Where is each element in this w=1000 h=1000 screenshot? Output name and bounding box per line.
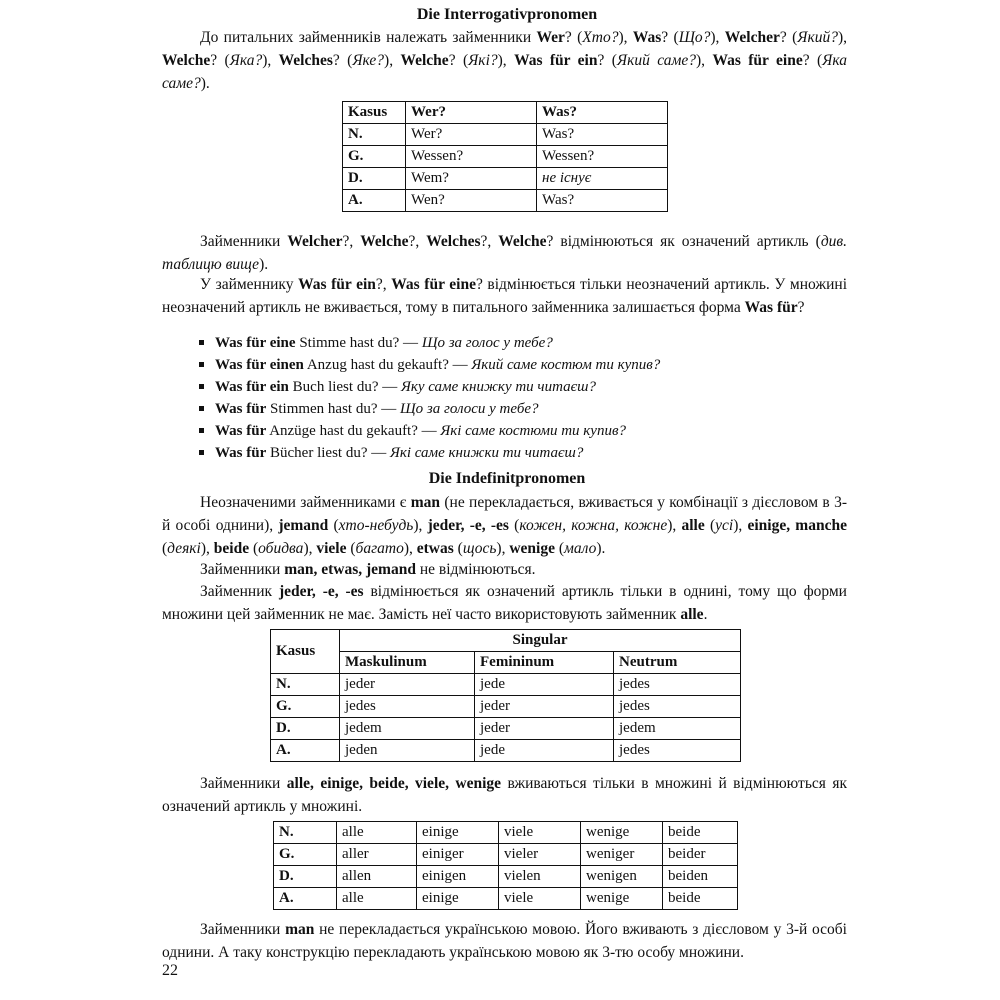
column-group-header: Singular: [340, 630, 741, 652]
paragraph-welcher: Займенники Welcher?, Welche?, Welches?, Welche? відмінюються як означений артикль (див. таблицю вище).: [162, 233, 848, 273]
paragraph-indefinit-intro: Неозначеними займенниками є man (не перекладається, вживається у комбінації з дієсловом в 3-й особі однини), jemand (хто-небудь), jeder, -e, -es (кожен, кожна, кожне), alle (усі), einige, manche (деякі), beide (обидва), viele (багато), etwas (щось), wenige (мало).: [162, 494, 847, 557]
list-item: Was für Stimmen hast du? — Що за голоси у тебе?: [197, 398, 837, 420]
table-cell: G.: [274, 844, 337, 866]
table-cell: jedem: [614, 718, 741, 740]
list-item: Was für Bücher liest du? — Які саме книжки ти читаєш?: [197, 442, 837, 464]
table-row: [271, 696, 741, 718]
table-cell: vielen: [499, 866, 581, 888]
table-row: [271, 674, 741, 696]
table-cell: jede: [475, 740, 614, 762]
table-cell: A.: [274, 888, 337, 910]
column-header: Kasus: [343, 102, 406, 124]
column-header: Maskulinum: [340, 652, 475, 674]
column-header: Femininum: [475, 652, 614, 674]
table-cell: Wen?: [406, 190, 537, 212]
column-header: Wer?: [406, 102, 537, 124]
table-cell: Wer?: [406, 124, 537, 146]
table-cell: N.: [274, 822, 337, 844]
table-plural: [273, 821, 738, 910]
table-cell: beiden: [663, 866, 738, 888]
table-cell: Wessen?: [406, 146, 537, 168]
table-cell: einige: [417, 888, 499, 910]
table-cell: jeder: [475, 696, 614, 718]
table-cell: vieler: [499, 844, 581, 866]
table-cell: Wem?: [406, 168, 537, 190]
table-row: [274, 888, 738, 910]
table-jeder: [270, 629, 741, 762]
section-heading-indefinit: Die Indefinitpronomen: [428, 470, 586, 487]
table-cell: D.: [274, 866, 337, 888]
table-cell: jedes: [614, 740, 741, 762]
table-cell: beide: [663, 888, 738, 910]
table-cell: aller: [337, 844, 417, 866]
table-cell: D.: [271, 718, 340, 740]
table-cell: D.: [343, 168, 406, 190]
paragraph-plural-only: Займенники alle, einige, beide, viele, wenige вживаються тільки в множині й відмінюються як означений артикль у множині.: [162, 775, 848, 815]
paragraph-not-declined: Займенники man, etwas, jemand не відмінюються.: [200, 561, 536, 578]
table-cell: Was?: [537, 190, 668, 212]
column-header: Neutrum: [614, 652, 741, 674]
table-header-row: [343, 102, 668, 124]
table-cell: viele: [499, 822, 581, 844]
table-row: [274, 866, 738, 888]
table-cell: wenige: [581, 822, 663, 844]
table-cell: beider: [663, 844, 738, 866]
table-header-row: [271, 630, 741, 652]
list-item: Was für eine Stimme hast du? — Що за голос у тебе?: [197, 332, 837, 354]
table-row: [271, 740, 741, 762]
paragraph-was-fuer: У займеннику Was für ein?, Was für eine? відмінюється тільки неозначений артикль. У множині неозначений артикль не вживається, тому в питального займенника залишається форма Was für?: [162, 276, 848, 316]
table-cell: G.: [271, 696, 340, 718]
table-interrogativ: [342, 101, 668, 212]
table-cell: weniger: [581, 844, 663, 866]
paragraph-intro: До питальних займенників належать займенники Wer? (Хто?), Was? (Що?), Welcher? (Який?), Welche? (Яка?), Welches? (Яке?), Welche? (Які?), Was für ein? (Який саме?), Was für eine? (Яка саме?).: [162, 29, 847, 92]
table-cell: jeden: [340, 740, 475, 762]
table-row: [343, 190, 668, 212]
table-row: [343, 146, 668, 168]
section-heading-interrogativ: Die Interrogativpronomen: [416, 6, 598, 23]
table-cell: N.: [343, 124, 406, 146]
table-cell: alle: [337, 888, 417, 910]
table-cell: A.: [271, 740, 340, 762]
table-cell: N.: [271, 674, 340, 696]
table-cell: A.: [343, 190, 406, 212]
table-cell: jedes: [614, 696, 741, 718]
table-cell: wenige: [581, 888, 663, 910]
table-cell: Wessen?: [537, 146, 668, 168]
table-cell: einige: [417, 822, 499, 844]
table-cell: wenigen: [581, 866, 663, 888]
paragraph-man: Займенники man не перекладається українською мовою. Його вживають з дієсловом у 3-й особі однини. А таку конструкцію перекладають українською мовою як 3-тю особу множини.: [162, 921, 847, 961]
list-item: Was für Anzüge hast du gekauft? — Які саме костюми ти купив?: [197, 420, 837, 442]
table-cell: jede: [475, 674, 614, 696]
list-item: Was für einen Anzug hast du gekauft? — Який саме костюм ти купив?: [197, 354, 837, 376]
table-cell: allen: [337, 866, 417, 888]
table-row: [343, 124, 668, 146]
table-cell: jedes: [614, 674, 741, 696]
table-cell: не існує: [537, 168, 668, 190]
table-row: [343, 168, 668, 190]
table-cell: G.: [343, 146, 406, 168]
paragraph-jeder: Займенник jeder, -e, -es відмінюється як означений артикль тільки в однині, тому що форми множини цей займенник не має. Замість неї часто використовують займенник alle.: [162, 583, 847, 623]
table-cell: viele: [499, 888, 581, 910]
table-cell: jeder: [475, 718, 614, 740]
list-item: Was für ein Buch liest du? — Яку саме книжку ти читаєш?: [197, 376, 837, 398]
table-cell: Was?: [537, 124, 668, 146]
document-page: [162, 0, 852, 1000]
page-number: 22: [162, 962, 178, 979]
example-list: [197, 332, 837, 464]
column-header: Was?: [537, 102, 668, 124]
table-row: [274, 844, 738, 866]
table-cell: jeder: [340, 674, 475, 696]
column-header: Kasus: [271, 630, 340, 674]
table-cell: jedem: [340, 718, 475, 740]
table-header-row: [271, 652, 741, 674]
table-cell: alle: [337, 822, 417, 844]
table-row: [271, 718, 741, 740]
table-cell: einigen: [417, 866, 499, 888]
table-row: [274, 822, 738, 844]
table-cell: beide: [663, 822, 738, 844]
table-cell: einiger: [417, 844, 499, 866]
table-cell: jedes: [340, 696, 475, 718]
